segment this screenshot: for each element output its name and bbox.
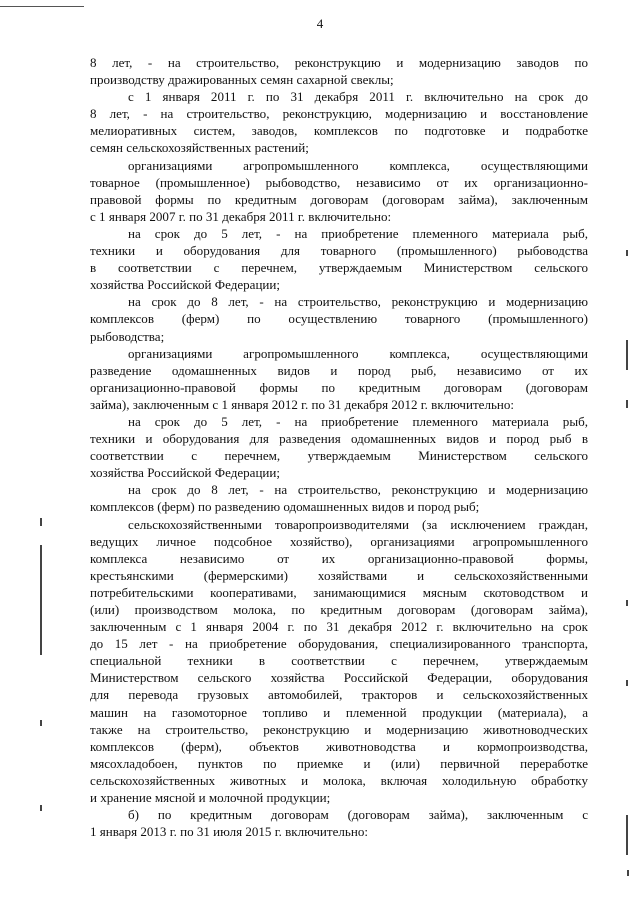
margin-mark <box>627 870 629 876</box>
margin-mark <box>626 400 628 408</box>
text-line: ведущих личное подсобное хозяйство), организациями агропромышленного <box>90 533 588 549</box>
text-line: 8 лет, - на строительство, реконструкцию и модернизацию заводов по <box>90 55 588 70</box>
text-line: комплексов (ферм) по разведению одомашненных видов и пород рыб; <box>90 499 480 515</box>
margin-mark <box>40 805 42 811</box>
text-line: комплекса независимо от их организационно-правовой формы, <box>90 550 588 566</box>
text-line: техники и оборудования для товарного (промышленного) рыбоводства <box>90 243 588 259</box>
page-number: 4 <box>316 16 324 31</box>
text-line: потребительскими кооперативами, занимающимися мясным скотоводством и <box>90 584 588 600</box>
text-line: на срок до 8 лет, - на строительство, реконструкцию и модернизацию <box>128 294 588 310</box>
text-line: 8 лет, - на строительство, реконструкцию, модернизацию и восстановление <box>90 106 588 122</box>
text-line: комплексов (ферм) по осуществлению товарного (промышленного) <box>90 311 588 327</box>
margin-mark <box>626 680 628 686</box>
text-line: также на строительство, реконструкцию и модернизацию животноводческих <box>90 721 588 737</box>
text-line: до 15 лет - на приобретение оборудования, специализированного транспорта, <box>90 636 588 652</box>
scan-edge-line <box>0 6 84 7</box>
text-line: правовой формы по кредитным договорам (договорам займа), заключенным <box>90 191 588 207</box>
text-line: 1 января 2013 г. по 31 июля 2015 г. включительно: <box>90 824 368 840</box>
text-line: рыбоводства; <box>90 328 165 344</box>
text-line: с 1 января 2011 г. по 31 декабря 2011 г. включительно на срок до <box>128 89 588 105</box>
text-line: организационно-правовой формы по кредитным договорам (договорам <box>90 379 588 395</box>
text-line: организациями агропромышленного комплекса, осуществляющими <box>128 157 588 173</box>
text-line: комплексов (ферм), объектов животноводства и кормопроизводства, <box>90 738 588 754</box>
text-line: заключенным с 1 января 2004 г. по 31 декабря 2012 г. включительно на срок <box>90 619 588 635</box>
margin-mark <box>40 545 42 655</box>
text-line: хозяйства Российской Федерации; <box>90 465 281 481</box>
text-line: Министерством сельского хозяйства Российской Федерации, оборудования <box>90 670 588 686</box>
text-line: займа), заключенным с 1 января 2012 г. по 31 декабря 2012 г. включительно: <box>90 396 515 412</box>
text-line: (или) производством молока, по кредитным договорам (договорам займа), <box>90 602 588 617</box>
text-line: и хранение мясной и молочной продукции; <box>90 790 331 806</box>
margin-mark <box>626 250 628 256</box>
text-line: сельскохозяйственных животных и молока, включая холодильную обработку <box>90 772 588 788</box>
margin-mark <box>626 600 628 606</box>
text-line: соответствии с перечнем, утверждаемым Министерством сельского <box>90 448 588 464</box>
text-line: специальной техники в соответствии с перечнем, утверждаемым <box>90 653 588 669</box>
margin-mark <box>626 340 628 370</box>
text-line: на срок до 5 лет, - на приобретение племенного материала рыб, <box>128 225 588 241</box>
text-line: с 1 января 2007 г. по 31 декабря 2011 г. включительно: <box>90 208 392 224</box>
text-line: в соответствии с перечнем, утверждаемым Министерством сельского <box>90 260 588 276</box>
text-line: разведение одомашненных видов и пород рыб, независимо от их <box>90 362 588 378</box>
text-line: на срок до 5 лет, - на приобретение племенного материала рыб, <box>128 413 588 429</box>
document-body <box>90 54 588 840</box>
text-line: организациями агропромышленного комплекса, осуществляющими <box>128 345 588 361</box>
text-line: крестьянскими (фермерскими) хозяйствами и сельскохозяйственными <box>90 567 588 583</box>
text-line: производству дражированных семян сахарной свеклы; <box>90 72 394 88</box>
text-line: мелиоративных систем, заводов, комплексов по подготовке и подработке <box>90 123 588 139</box>
margin-mark <box>40 720 42 726</box>
margin-mark <box>626 815 628 855</box>
text-line: хозяйства Российской Федерации; <box>90 277 281 293</box>
text-line: на срок до 8 лет, - на строительство, реконструкцию и модернизацию <box>128 482 588 498</box>
text-line: б) по кредитным договорам (договорам займа), заключенным с <box>128 807 588 823</box>
text-line: для перевода грузовых автомобилей, тракторов и сельскохозяйственных <box>90 687 588 703</box>
margin-mark <box>40 518 42 526</box>
text-line: мясохладобоен, пунктов по приемке и (или) первичной переработке <box>90 755 588 771</box>
text-line: машин на газомоторное топливо и племенной продукции (материала), а <box>90 704 588 720</box>
text-line: техники и оборудования для разведения одомашненных видов и пород рыб в <box>90 431 588 447</box>
text-line: семян сельскохозяйственных растений; <box>90 140 309 156</box>
text-line: сельскохозяйственными товаропроизводителями (за исключением граждан, <box>128 516 588 532</box>
text-line: товарное (промышленное) рыбоводство, независимо от их организационно- <box>90 174 588 190</box>
